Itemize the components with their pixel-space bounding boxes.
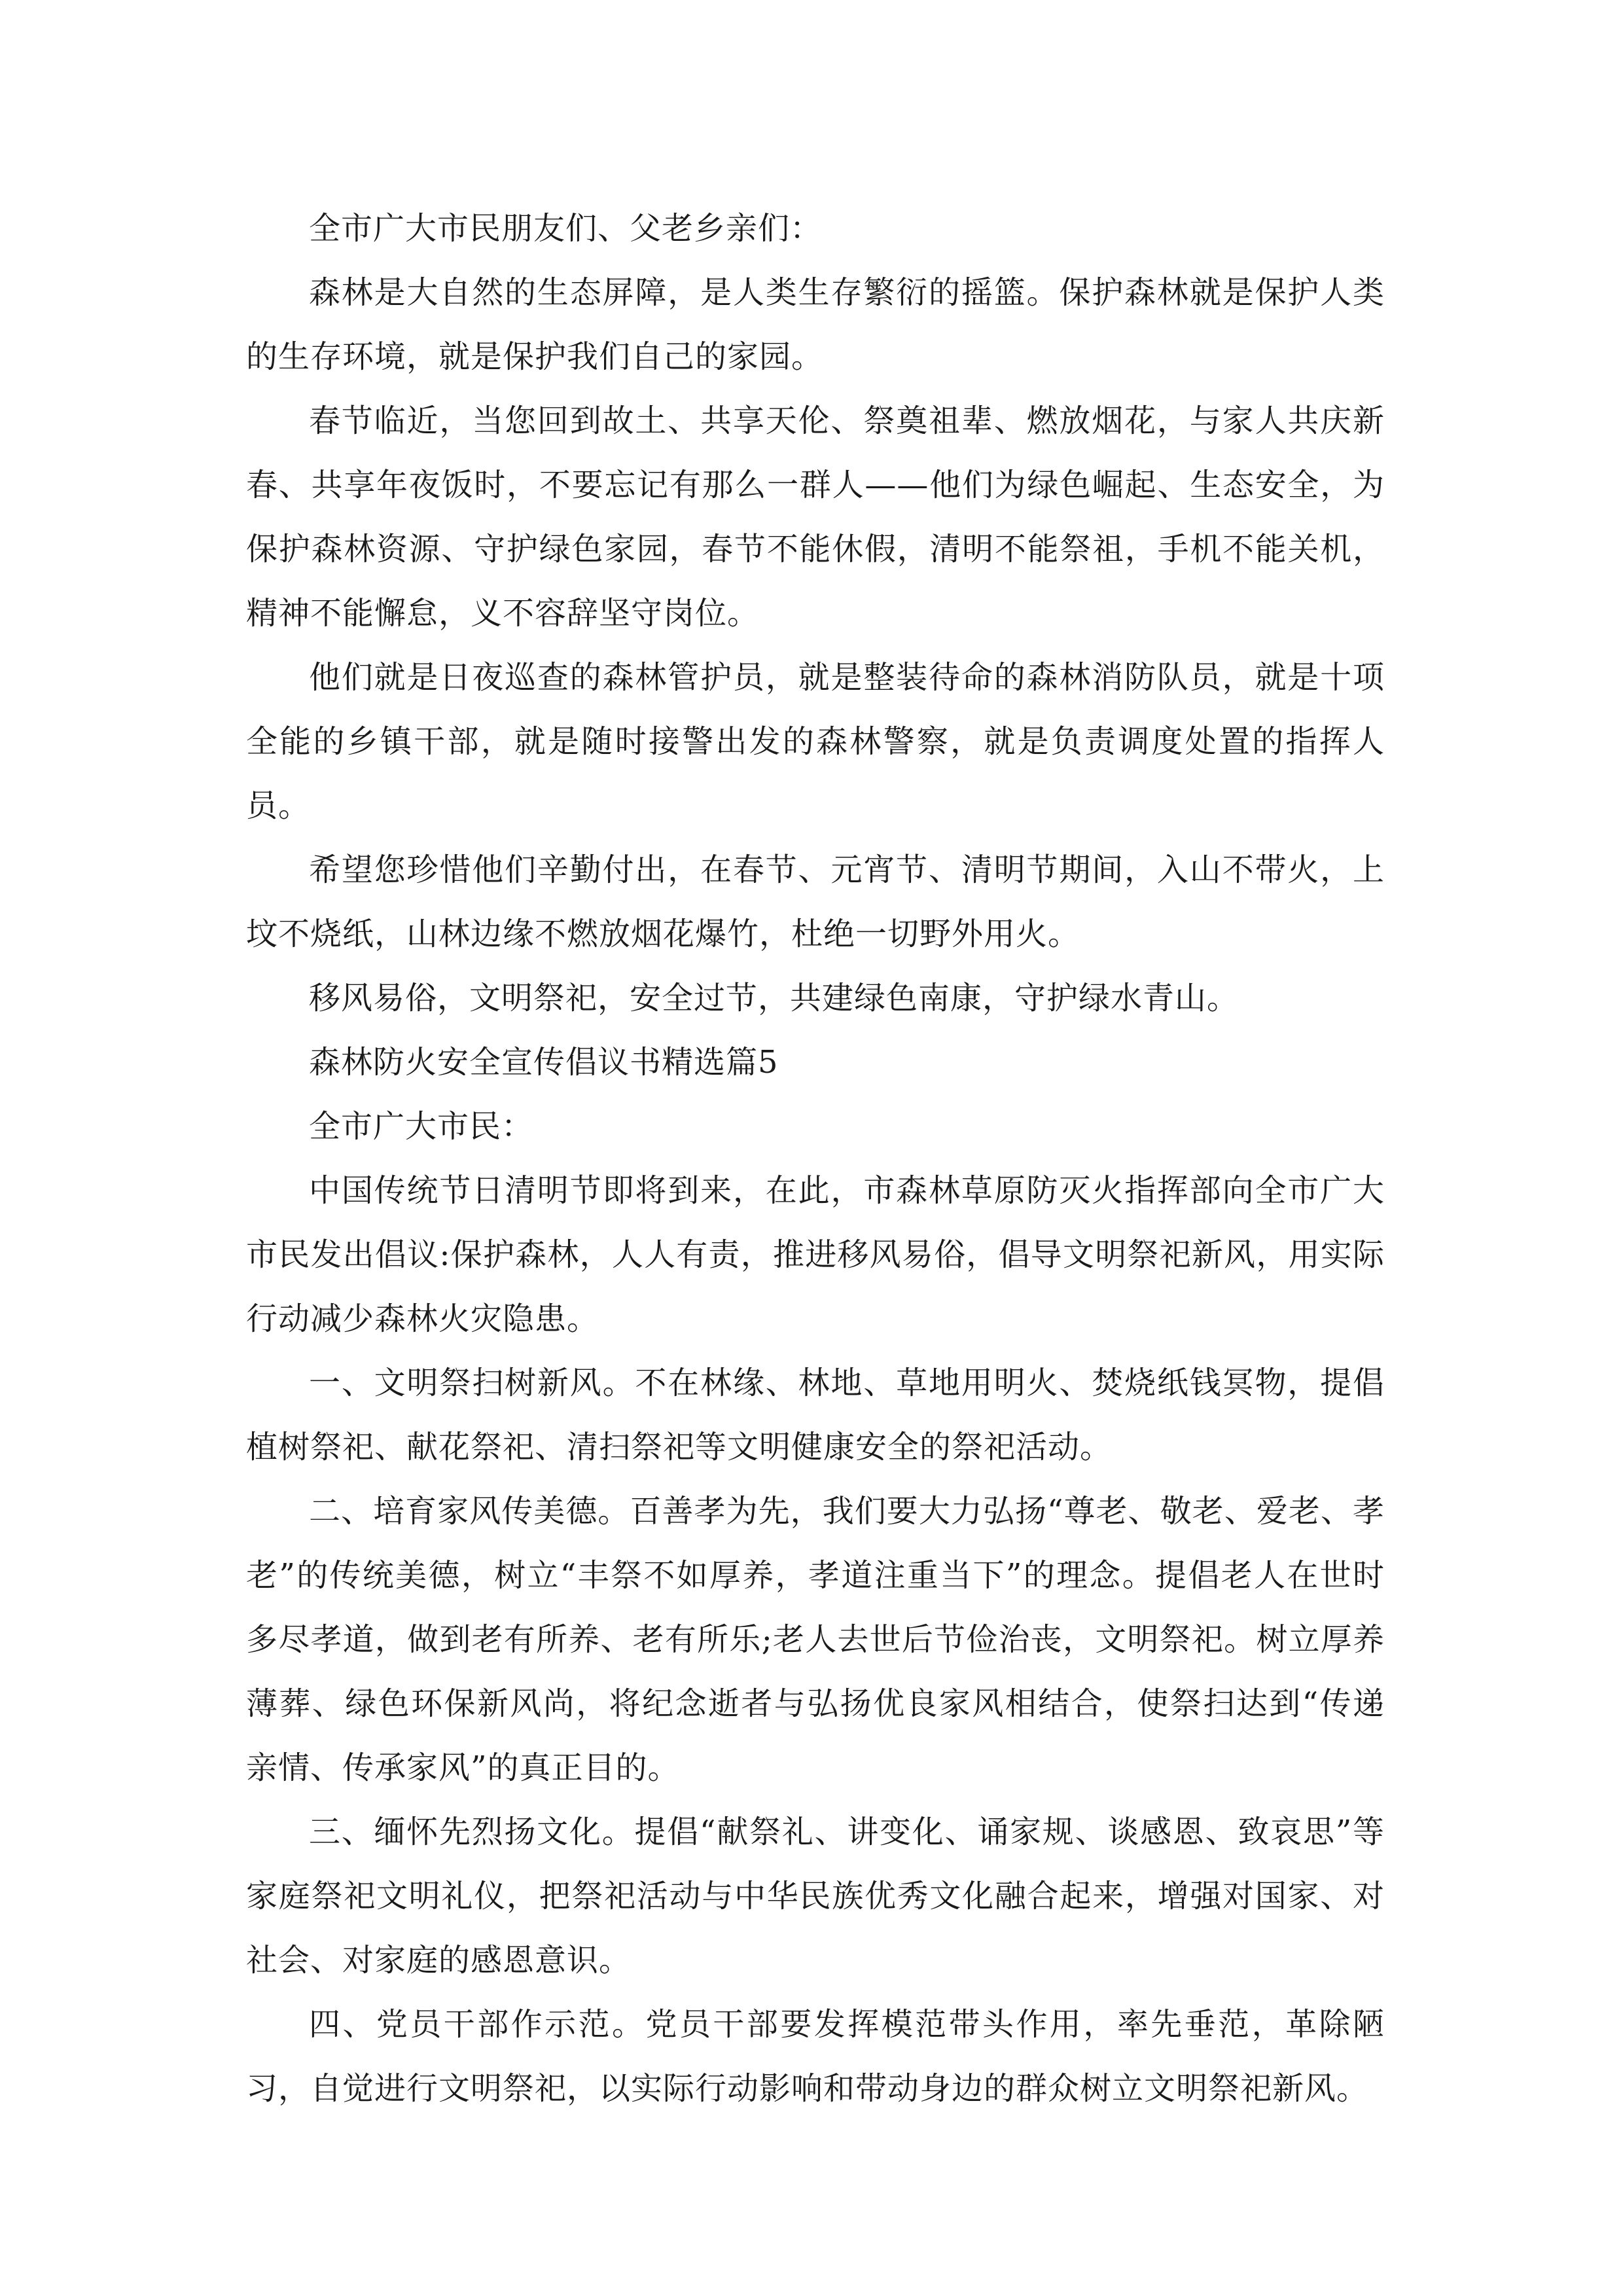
body-paragraph: 二、培育家风传美德。百善孝为先，我们要大力弘扬“尊老、敬老、爱老、孝老”的传统美德，树立“丰祭不如厚养，孝道注重当下”的理念。提倡老人在世时多尽孝道，做到老有所养、老有所乐;老人去世后节俭治丧，文明祭祀。树立厚养薄葬、绿色环保新风尚，将纪念逝者与弘扬优良家风相结合，使祭扫达到“传递亲情、传承家风”的真正目的。 [246, 1493, 1385, 1786]
body-paragraph: 森林是大自然的生态屏障，是人类生存繁衍的摇篮。保护森林就是保护人类的生存环境，就是保护我们自己的家园。 [246, 274, 1385, 375]
salutation-paragraph: 全市广大市民朋友们、父老乡亲们： [309, 210, 823, 247]
section-title: 森林防火安全宣传倡议书精选篇5 [309, 1044, 779, 1081]
salutation-paragraph: 全市广大市民： [309, 1108, 534, 1145]
body-paragraph: 中国传统节日清明节即将到来，在此，市森林草原防灭火指挥部向全市广大市民发出倡议:保护森林，人人有责，推进移风易俗，倡导文明祭祀新风，用实际行动减少森林火灾隐患。 [246, 1172, 1385, 1337]
body-paragraph: 四、党员干部作示范。党员干部要发挥模范带头作用，率先垂范，革除陋习，自觉进行文明祭祀，以实际行动影响和带动身边的群众树立文明祭祀新风。 [246, 2006, 1385, 2107]
body-paragraph: 一、文明祭扫树新风。不在林缘、林地、草地用明火、焚烧纸钱冥物，提倡植树祭祀、献花祭祀、清扫祭祀等文明健康安全的祭祀活动。 [246, 1365, 1385, 1465]
body-paragraph: 他们就是日夜巡查的森林管护员，就是整装待命的森林消防队员，就是十项全能的乡镇干部，就是随时接警出发的森林警察，就是负责调度处置的指挥人员。 [246, 659, 1385, 824]
document-body [246, 196, 1385, 2121]
body-paragraph: 春节临近，当您回到故土、共享天伦、祭奠祖辈、燃放烟花，与家人共庆新春、共享年夜饭时，不要忘记有那么一群人——他们为绿色崛起、生态安全，为保护森林资源、守护绿色家园，春节不能休假，清明不能祭祖，手机不能关机，精神不能懈怠，义不容辞坚守岗位。 [246, 403, 1385, 632]
body-paragraph: 三、缅怀先烈扬文化。提倡“献祭礼、讲变化、诵家规、谈感恩、致哀思”等家庭祭祀文明礼仪，把祭祀活动与中华民族优秀文化融合起来，增强对国家、对社会、对家庭的感恩意识。 [246, 1814, 1385, 1979]
body-paragraph: 希望您珍惜他们辛勤付出，在春节、元宵节、清明节期间，入山不带火，上坟不烧纸，山林边缘不燃放烟花爆竹，杜绝一切野外用火。 [246, 852, 1385, 952]
body-paragraph: 移风易俗，文明祭祀，安全过节，共建绿色南康，守护绿水青山。 [309, 980, 1240, 1016]
